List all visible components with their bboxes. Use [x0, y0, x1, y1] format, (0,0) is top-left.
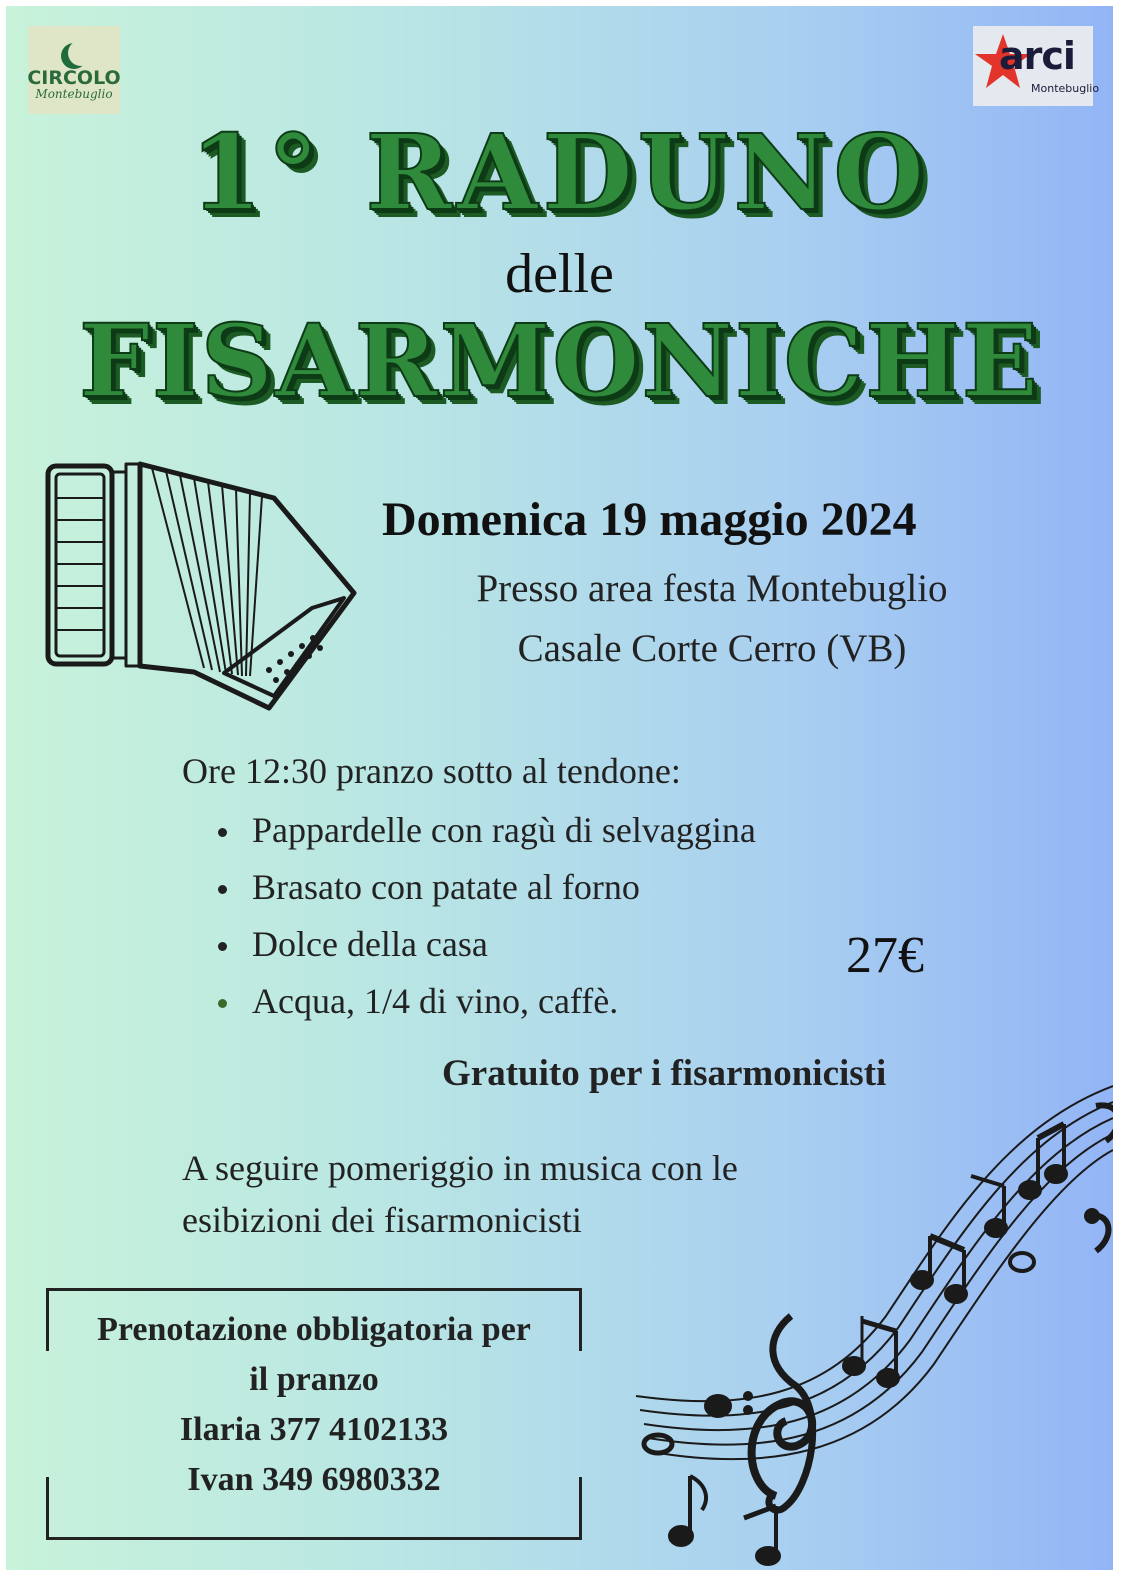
music-notes-icon [626, 1066, 1113, 1570]
arci-logo-name: arci [999, 34, 1075, 78]
circolo-logo-place: Montebuglio [35, 87, 113, 101]
circolo-logo-name: CIRCOLO [27, 67, 121, 89]
afternoon-note: A seguire pomeriggio in musica con le esibizioni dei fisarmonicisti [182, 1148, 738, 1240]
menu-item: Pappardelle con ragù di selvaggina [214, 802, 756, 859]
free-note: Gratuito per i fisarmonicisti [442, 1053, 887, 1094]
title-fisarmoniche: FISARMONICHE [79, 302, 1040, 420]
event-poster [6, 6, 1113, 1570]
lunch-price: 27€ [846, 927, 924, 984]
menu-item: Brasato con patate al forno [214, 859, 756, 916]
title-delle: delle [505, 243, 614, 305]
lunch-menu [214, 802, 756, 1030]
event-date: Domenica 19 maggio 2024 [382, 493, 917, 546]
accordion-icon [44, 458, 364, 728]
event-place-line1: Presso area festa Montebuglio [476, 567, 948, 610]
booking-line1: Prenotazione obbligatoria per [97, 1311, 531, 1348]
lunch-heading: Ore 12:30 pranzo sotto al tendone: [182, 751, 681, 791]
circolo-logo [28, 26, 120, 114]
arci-logo [973, 26, 1100, 106]
menu-item: Acqua, 1/4 di vino, caffè. [214, 973, 756, 1030]
moon-icon [68, 40, 94, 66]
booking-contact-ivan: Ivan 349 6980332 [187, 1461, 441, 1498]
event-place-line2: Casale Corte Cerro (VB) [517, 627, 907, 670]
arci-logo-place: Montebuglio [1031, 82, 1100, 95]
title-raduno: 1° RADUNO [189, 111, 930, 234]
booking-contact-ilaria: Ilaria 377 4102133 [179, 1411, 449, 1448]
booking-line2: il pranzo [249, 1361, 379, 1398]
menu-item: Dolce della casa [214, 916, 756, 973]
booking-box [46, 1288, 582, 1540]
